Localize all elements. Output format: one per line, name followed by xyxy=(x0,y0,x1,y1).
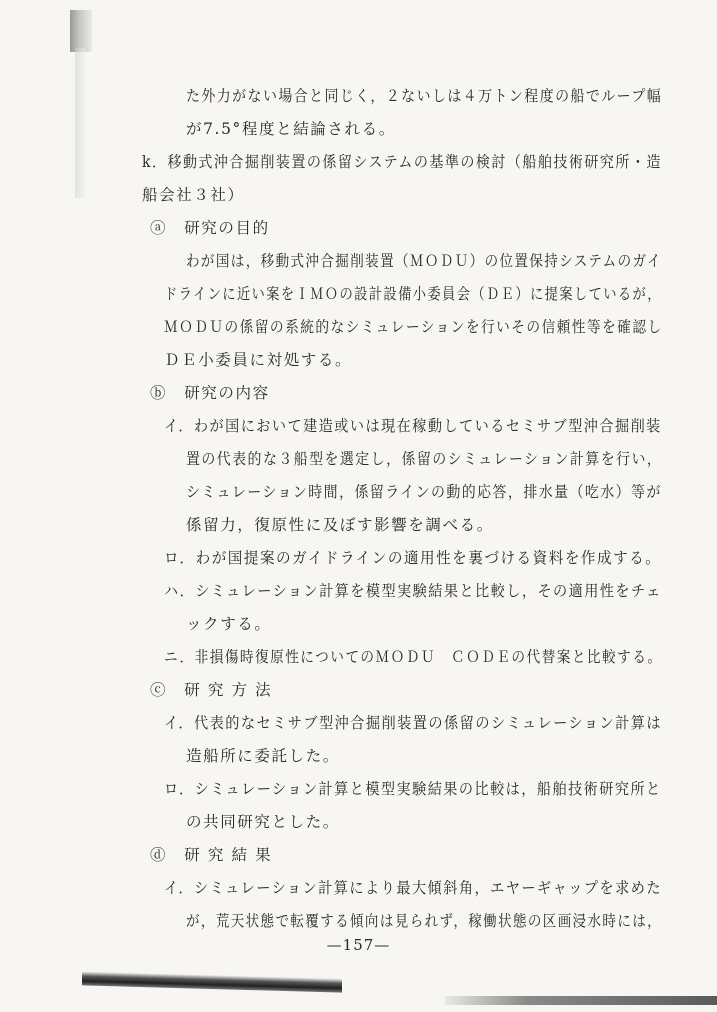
text-line: た外力がない場合と同じく，２ないしは４万トン程度の船でループ幅 xyxy=(186,87,663,105)
scan-shadow-left-edge xyxy=(75,48,85,198)
section-heading: ⓒ 研 究 方 法 xyxy=(150,681,273,699)
scan-shadow-top-left xyxy=(70,10,92,52)
text-line: の共同研究とした。 xyxy=(186,813,340,831)
text-line: シミュレーション時間，係留ラインの動的応答，排水量（吃水）等が xyxy=(186,483,662,501)
text-line: ドラインに近い案をＩＭＯの設計設備小委員会（ＤＥ）に提案しているが， xyxy=(164,285,662,303)
page-number: —157— xyxy=(326,936,391,954)
text-line: k．移動式沖合掘削装置の係留システムの基準の検討（船舶技術研究所・造 xyxy=(142,153,662,171)
text-line: が7.5°程度と結論される。 xyxy=(186,120,396,138)
text-line: わが国は，移動式沖合掘削装置（ＭＯＤＵ）の位置保持システムのガイ xyxy=(186,252,662,270)
text-line: 置の代表的な３船型を選定し，係留のシミュレーション計算を行い， xyxy=(186,450,663,468)
text-line: イ．わが国において建造或いは現在稼動しているセミサブ型沖合掘削装 xyxy=(164,417,662,435)
scan-shadow-bottom-right xyxy=(445,996,717,1005)
text-line: 造船所に委託した。 xyxy=(186,747,340,765)
text-line: ロ．わが国提案のガイドラインの適用性を裏づける資料を作成する。 xyxy=(164,549,662,567)
text-line: が，荒天状態で転覆する傾向は見られず，稼働状態の区画浸水時には， xyxy=(186,912,663,930)
text-line: ニ．非損傷時復原性についてのＭＯＤＵ ＣＯＤＥの代替案と比較する。 xyxy=(164,648,663,666)
section-heading: ⓐ 研究の目的 xyxy=(150,219,270,237)
text-line: イ．代表的なセミサブ型沖合掘削装置の係留のシミュレーション計算は xyxy=(164,714,663,732)
text-line: ロ．シミュレーション計算と模型実験結果の比較は，船舶技術研究所と xyxy=(164,780,662,798)
text-line: ックする。 xyxy=(186,615,272,633)
text-line: 係留力，復原性に及ぼす影響を調べる。 xyxy=(186,516,494,534)
section-heading: ⓓ 研 究 結 果 xyxy=(150,846,273,864)
text-line: イ．シミュレーション計算により最大傾斜角，エヤーギャップを求めた xyxy=(164,879,663,897)
text-line: ＭＯＤＵの係留の系統的なシミュレーションを行いその信頼性等を確認し xyxy=(164,318,663,336)
section-heading: ⓑ 研究の内容 xyxy=(150,384,270,402)
scan-shadow-bottom-left xyxy=(82,971,342,992)
text-line: 船会社３社） xyxy=(142,186,245,204)
text-line: ＤＥ小委員に対処する。 xyxy=(164,351,353,369)
text-line: ハ．シミュレーション計算を模型実験結果と比較し，その適用性をチェ xyxy=(164,582,662,600)
